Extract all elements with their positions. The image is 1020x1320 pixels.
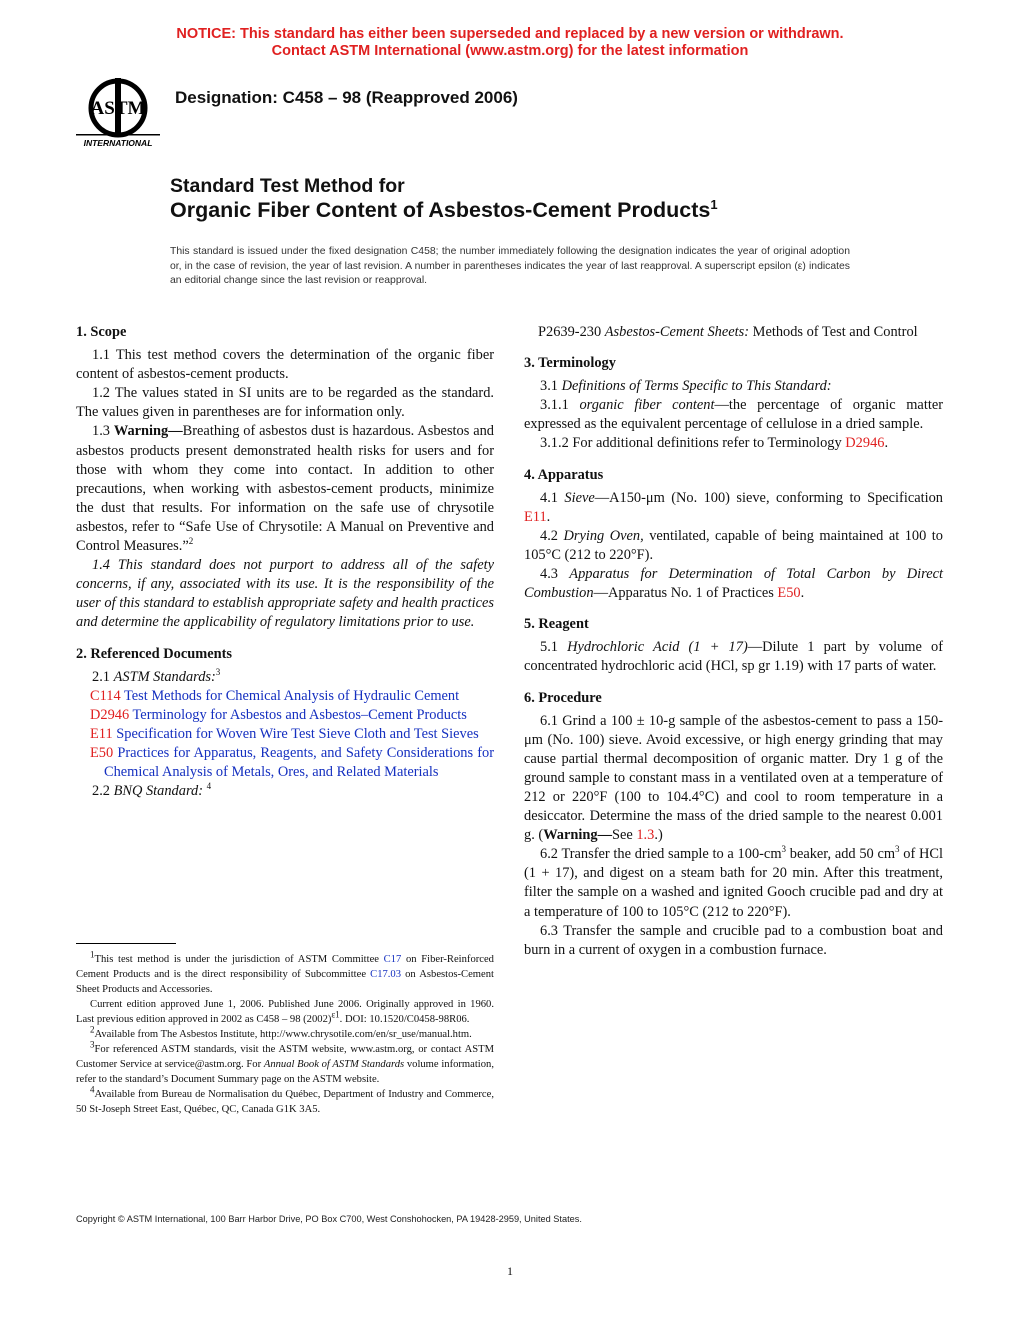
title-text: Organic Fiber Content of Asbestos-Cement Products (170, 198, 711, 222)
para-5-1: 5.1 Hydrochloric Acid (1 + 17)—Dilute 1 part by volume of concentrated hydrochloric acid (HCl, sp gr 1.19) with 17 parts of water. (524, 639, 943, 675)
para-1-1: 1.1 This test method covers the determination of the organic fiber content of asbestos-cement products. (76, 347, 494, 383)
footnote-1-edition: Current edition approved June 1, 2006. Published June 2006. Originally approved in 1960. Last previous edition approved in 2002 as C458 – 98 $(2002)^{\varepsilon 1}$. DOI: 10.1520/C0458-98R06. (76, 999, 494, 1025)
section-2-heading: 2. Referenced Documents (76, 645, 232, 662)
para-6-2: 6.2 Transfer the dried sample to a $100-cm^3$ beaker, add 50 $cm^3$ of HCl (1 + 17), and digest on a steam bath for 20 min. After this treatment, filter the sample on a washed and ignited Gooch crucible pad and dry at a temperature of 100 to 105°C (212 to 220°F). (524, 844, 943, 920)
para-2-2-num: 2.2 (92, 783, 114, 800)
ref-e11 (76, 725, 494, 744)
footnote-ref-4[interactable]: 4 (206, 781, 212, 792)
section-4-heading: 4. Apparatus (524, 466, 604, 483)
ref-link-e50[interactable]: E50 (90, 744, 114, 761)
footnote-ref-3[interactable]: 3 (215, 666, 221, 677)
footnote-1: $^1$This test method is under the jurisdiction of ASTM Committee C17 on Fiber-Reinforced Cement Products and is the direct responsibility of Subcommittee C17.03 on Asbestos-Cement Sheet Products and Accessories. (76, 949, 494, 995)
ref-link-e11[interactable]: E11 (90, 725, 113, 742)
notice-banner (0, 26, 1020, 60)
section-6-heading: 6. Procedure (524, 689, 602, 706)
section-1-heading: 1. Scope (76, 324, 127, 340)
para-1-3-text: Breathing of asbestos dust is hazardous. Asbestos and asbestos products present demonstrated health risks for users and for those with whom they come into contact. In addition to other precautions, when working with asbestos-cement products, minimize the dust that results. For information on the safe use of chrysotile asbestos, refer to “Safe Use of Chrysotile: A Manual on Preventive and Control Measures.” (76, 423, 494, 555)
para-3-1: 3.1 Definitions of Terms Specific to This Standard: (540, 378, 832, 395)
designation: Designation: C458 – 98 (Reapproved 2006) (175, 88, 518, 107)
para-2-1-num: 2.1 (92, 668, 114, 685)
ref-bnq (524, 323, 943, 342)
para-1-3-num: 1.3 (92, 423, 114, 440)
para-4-1: 4.1 Sieve—A150-μm (No. 100) sieve, conforming to Specification E11. (524, 489, 943, 525)
logo-sub: INTERNATIONAL (83, 138, 153, 148)
title-line-2 (170, 198, 718, 223)
title-line-1: Standard Test Method for (170, 175, 405, 197)
intro-paragraph: This standard is issued under the fixed designation C458; the number immediately following the designation indicates the year of original adoption or, in the case of revision, the year of last revision. A number in parentheses indicates the year of last reapproval. A superscript epsilon (ε) indicates an editorial change since the last revision or reapproval. (170, 246, 850, 286)
footnote-2: $^2$Available from The Asbestos Institute, http://www.chrysotile.com/en/sr_use/manual.htm. (90, 1024, 472, 1040)
ref-c114 (76, 687, 494, 706)
para-2-2 (76, 782, 494, 801)
bnq-text: Methods of Test and Control (749, 324, 918, 340)
footnote-4: $^4$Available from Bureau de Normalisation du Québec, Department of Industry and Commerce, 50 St-Joseph Street East, Québec, QC, Canada G1K 3A5. (76, 1084, 494, 1115)
footnote-ref-2[interactable]: 2 (188, 536, 194, 547)
section-5-heading: 5. Reagent (524, 616, 589, 633)
link-c17-03[interactable]: C17.03 (370, 969, 402, 980)
link-section-1-3[interactable]: 1.3 (636, 827, 655, 844)
footnote-3: $^3$For referenced ASTM standards, visit the ASTM website, www.astm.org, or contact ASTM Customer Service at service@astm.org. For Annual Book of ASTM Standards volume information, refer to the standard’s Document Summary page on the ASTM website. (76, 1039, 494, 1085)
para-4-2: 4.2 Drying Oven, ventilated, capable of being maintained at 100 to 105°C (212 to 220°F). (524, 527, 943, 563)
para-1-4-text: 1.4 This standard does not purport to address all of the safety concerns, if any, associated with its use. It is the responsibility of the user of this standard to establish appropriate safety and health practices and determine the applicability of regulatory limitations prior to use. (76, 557, 494, 631)
left-column (76, 323, 494, 801)
astm-logo (76, 76, 160, 150)
bnq-code: P2639-230 (538, 324, 605, 340)
link-e11[interactable]: E11 (524, 508, 547, 525)
para-1-2: 1.2 The values stated in SI units are to be regarded as the standard. The values given in parentheses are for information only. (76, 385, 494, 421)
para-1-3 (76, 422, 494, 556)
ref-link-d2946[interactable]: D2946 (90, 706, 130, 723)
para-3-1-2: 3.1.2 For additional definitions refer to Terminology D2946. (540, 435, 889, 452)
ref-title-c114[interactable]: Test Methods for Chemical Analysis of Hydraulic Cement (120, 687, 460, 704)
para-4-3: 4.3 Apparatus for Determination of Total Carbon by Direct Combustion—Apparatus No. 1 of Practices E50. (524, 566, 943, 602)
para-2-1 (76, 668, 494, 687)
ref-title-d2946[interactable]: Terminology for Asbestos and Asbestos–Cement Products (129, 706, 467, 723)
para-6-1: 6.1 Grind a 100 ± 10-g sample of the asbestos-cement to pass a 150-μm (No. 100) sieve. Avoid excessive, or high energy grinding that may cause partial thermal decomposition of organic matter. Dry 1 g of the ground sample to constant mass in a ventilated oven at a temperature of 212 or 220°F (100 to 104.4°C) and cool to room temperature in a desiccator. Determine the mass of the dried sample to the nearest 0.001 g. (Warning—See 1.3.) (524, 712, 943, 844)
para-1-4 (76, 556, 494, 632)
copyright-notice: Copyright © ASTM International, 100 Barr Harbor Drive, PO Box C700, West Conshohocken, PA 19428-2959, United States. (76, 1214, 582, 1224)
ref-title-e11[interactable]: Specification for Woven Wire Test Sieve Cloth and Test Sieves (112, 725, 479, 742)
logo-letters: ASTM (90, 98, 146, 119)
bnq-italic: Asbestos-Cement Sheets: (604, 324, 750, 340)
footnote-divider (76, 943, 176, 944)
para-2-1-italic: ASTM Standards: (113, 668, 216, 685)
page-number: 1 (507, 1264, 513, 1278)
ref-title-e50[interactable]: Practices for Apparatus, Reagents, and Safety Considerations for Chemical Analysis of Metals, Ores, and Related Materials (104, 744, 494, 781)
title-footnote-ref[interactable]: 1 (710, 196, 718, 212)
para-3-1-1: 3.1.1 organic fiber content—the percentage of organic matter expressed as the equivalent percentage of cellulose in a dried sample. (524, 397, 943, 433)
right-column (524, 323, 943, 960)
notice-line-2: Contact ASTM International (www.astm.org) for the latest information (271, 43, 749, 59)
link-e50[interactable]: E50 (777, 585, 801, 602)
ref-d2946 (76, 706, 494, 725)
section-3-heading: 3. Terminology (524, 355, 616, 372)
footnotes (76, 949, 494, 1117)
astm-logo-icon (76, 76, 160, 150)
notice-line-1: NOTICE: This standard has either been superseded and replaced by a new version or withdrawn. (176, 26, 844, 42)
para-1-3-warning: Warning— (113, 423, 183, 440)
link-d2946[interactable]: D2946 (845, 435, 885, 452)
link-c17[interactable]: C17 (383, 954, 402, 965)
ref-link-c114[interactable]: C114 (90, 687, 121, 704)
para-2-2-italic: BNQ Standard: (113, 783, 204, 800)
ref-e50 (76, 744, 494, 782)
para-6-3: 6.3 Transfer the sample and crucible pad to a combustion boat and burn in a current of oxygen in a combustion furnace. (524, 922, 943, 958)
